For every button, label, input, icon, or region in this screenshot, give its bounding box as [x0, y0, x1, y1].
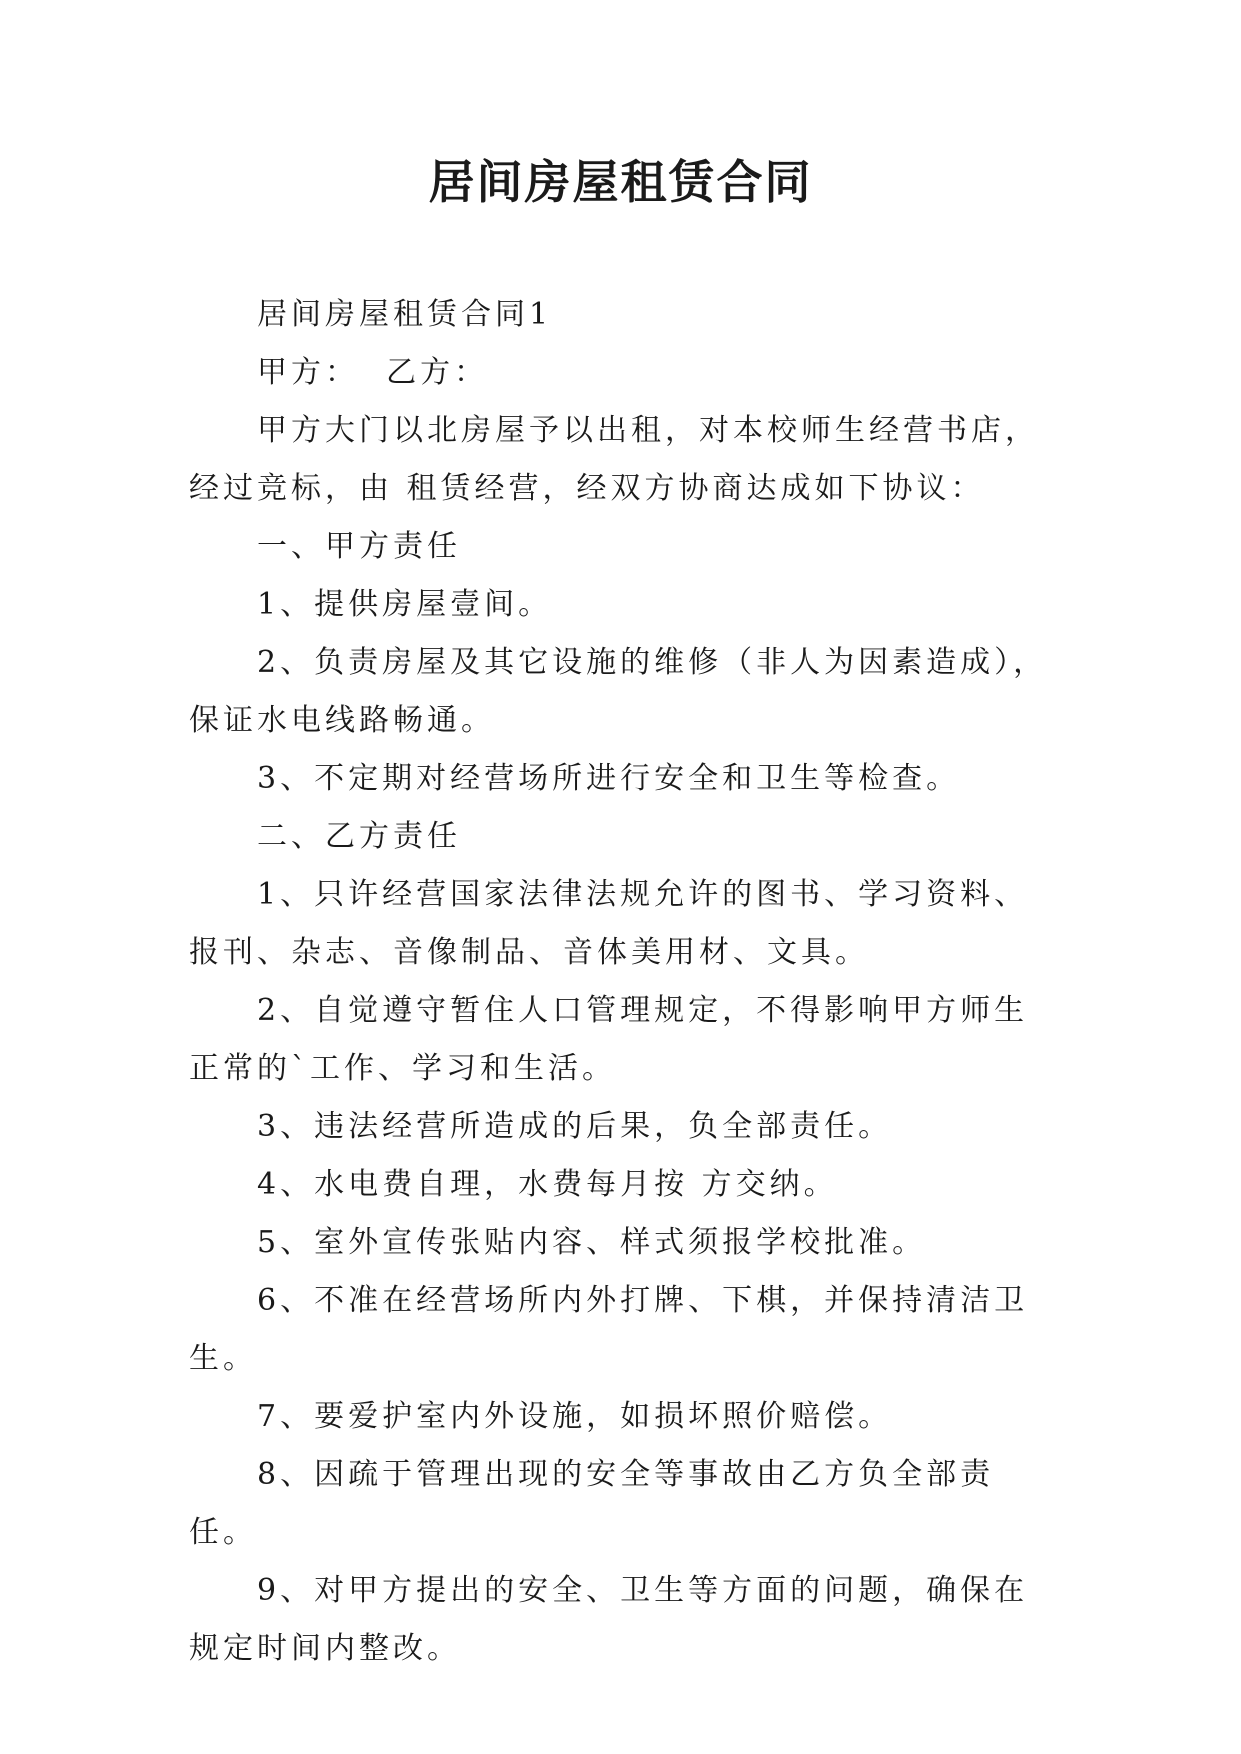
paragraph-b-3: 3、违法经营所造成的后果，负全部责任。: [257, 1109, 893, 1144]
paragraph-b-4: 4、水电费自理，水费每月按 方交纳。: [257, 1167, 838, 1202]
paragraph-a-3: 3、不定期对经营场所进行安全和卫生等检查。: [257, 761, 961, 796]
document-body: [189, 286, 1059, 1678]
paragraph-b-8: 8、因疏于管理出现的安全等事故由乙方负全部责任。: [189, 1457, 995, 1550]
paragraph-b-5: 5、室外宣传张贴内容、样式须报学校批准。: [257, 1225, 927, 1260]
paragraph-parties: 甲方： 乙方：: [257, 355, 489, 390]
paragraph-a-1: 1、提供房屋壹间。: [257, 587, 553, 622]
paragraph-b-9: 9、对甲方提出的安全、卫生等方面的问题，确保在规定时间内整改。: [189, 1573, 1029, 1666]
section-heading-party-a: 一、甲方责任: [257, 529, 461, 564]
paragraph-heading-1: 居间房屋租赁合同1: [257, 297, 553, 332]
paragraph-b-7: 7、要爱护室内外设施，如损坏照价赔偿。: [257, 1399, 893, 1434]
paragraph-b-6: 6、不准在经营场所内外打牌、下棋，并保持清洁卫生。: [189, 1283, 1029, 1376]
paragraph-a-2: 2、负责房屋及其它设施的维修（非人为因素造成），保证水电线路畅通。: [189, 645, 1048, 738]
paragraph-intro: 甲方大门以北房屋予以出租，对本校师生经营书店，经过竞标，由 租赁经营，经双方协商达成如下协议：: [189, 413, 1039, 506]
document-title: 居间房屋租赁合同: [428, 155, 813, 209]
section-heading-party-b: 二、乙方责任: [257, 819, 461, 854]
paragraph-b-1: 1、只许经营国家法律法规允许的图书、学习资料、报刊、杂志、音像制品、音体美用材、文具。: [189, 877, 1029, 970]
paragraph-b-2: 2、自觉遵守暂住人口管理规定，不得影响甲方师生正常的`工作、学习和生活。: [189, 993, 1029, 1086]
